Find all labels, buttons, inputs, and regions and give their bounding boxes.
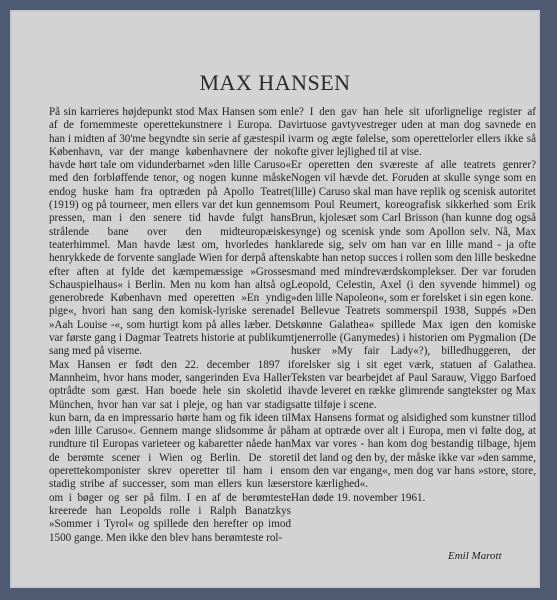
paragraph: Max Hansen er født den 22. december 1897 i Mannheim, hvor hans moder, sangerinden Eva Haller optrådte som gæst. Han boede hele sin skoletid i München, hvor han var sat i pleje, og han var stadig kun barn, da en impressario hørte ham og fik ideen til »den lille Caruso«. Gennem mange slidsomme år på rundture til Europas varieteer og kabaretter nåede han de berømte scener i Wien og Berlin. De store operettekomponister skrev operetter til ham i en stadig stribe af successer, som man ellers kun læser om i bøger og ser på film. I en af de berømteste kreerede han Leopolds rolle i Ralph Banatzkys »Sommer i Tyrol« og spillede den herefter op imod 1500 gange. Men ikke den blev hans berømteste rol- [49,358,291,544]
paragraph: På sin karrieres højdepunkt stod Max Hansen som en af de fornemmeste operettekunstnere i Europa. Da han i midten af 30'me begyndte sin serie af gæstespil i København, var der mange københavnere der nok havde hørt tale om vidunderbarnet »den lille Caruso« med den forbløffende tenor, og nogen kunne måske endog huske ham fra optræden på Apollo Teatret (1919) og på tourneer, men ellers var det kun gennem pressen, man i den senere tid havde fulgt hans strålende bane over den midteuropæiske teaterhimmel. Man havde læst om, hvorledes han henrykkede de forvente sanglade Wien for derpå aften efter aften at fylde det kæmpemæssige »Grosses Schauspielhaus« i Berlin. Men nu kom han altså og generobrede København med operetten »En yndig pige«, hvori han sang den komisk-lyriske serenade »Aah Louise -«, som hurtigt kom på alles læber. Det var første gang i Dagmar Teatrets historie at publikum sang med på viserne. [49,106,291,358]
paragraph: Er operetten den sværeste af alle teatrets genrer? Nogen vil hævde det. Foruden at skulle synge som en (lille) Caruso skal man have replik og scenisk autoritet som Poul Reumert, koreografisk sikkerhed som Erik Brun, kjolesæt som Carl Brisson (han kunne dog også synge) og scenisk ynde som Apollon selv. Nå, Max klarede sig, selv om han var en lille mand - ja ofte skabte han netop succes i rollen som den lille beskedne mand med mindreværdskomplekser. Der var foruden Leopold, Celestin, Axel (i den syvende himmel) og »den lille Napoleon«, som er forelsket i sin egen kone. [291,159,536,305]
paragraph: Max Hansens format og alsidighed som kunstner tillod ham at optræde over alt i Europa, men vi følte dog, at Max var vores - han kom dog bestandig tilbage, hjem til det land og den by, der måske ikke var »den samme, som den var engang«, men dog var hans »store, store, store kærlighed«. [291,411,536,491]
program-page [10,10,540,588]
left-column [49,106,291,545]
paragraph: I Bellevue Teatrets sommerspil 1938, Suppés »Den skønne Galathea« spillede Max igen den komiske tjenerrolle (Ganymedes) i historien om Pygmalion (De husker »My fair Lady«?), billedhuggeren, der forelsker sig i sit eget værk, statuen af Galathea. Teksten var bearbejdet af Paul Sarauw, Viggo Barfoed havde leveret en række glimrende sangtekster og Max satte tilføje i scene. [291,305,536,411]
author-signature: Emil Marott [448,550,502,562]
article-title: MAX HANSEN [199,70,351,95]
right-column [291,106,536,505]
paragraph: le? I den gav han hele sit uforlignelige register af virtuose gavtyvestreger uden at man dog savnede en varm og ægte følelse, som operettelorler ellers ikke så ofte giver lejlighed til at vise. [291,106,536,158]
paragraph: Han døde 19. november 1961. [291,491,426,504]
